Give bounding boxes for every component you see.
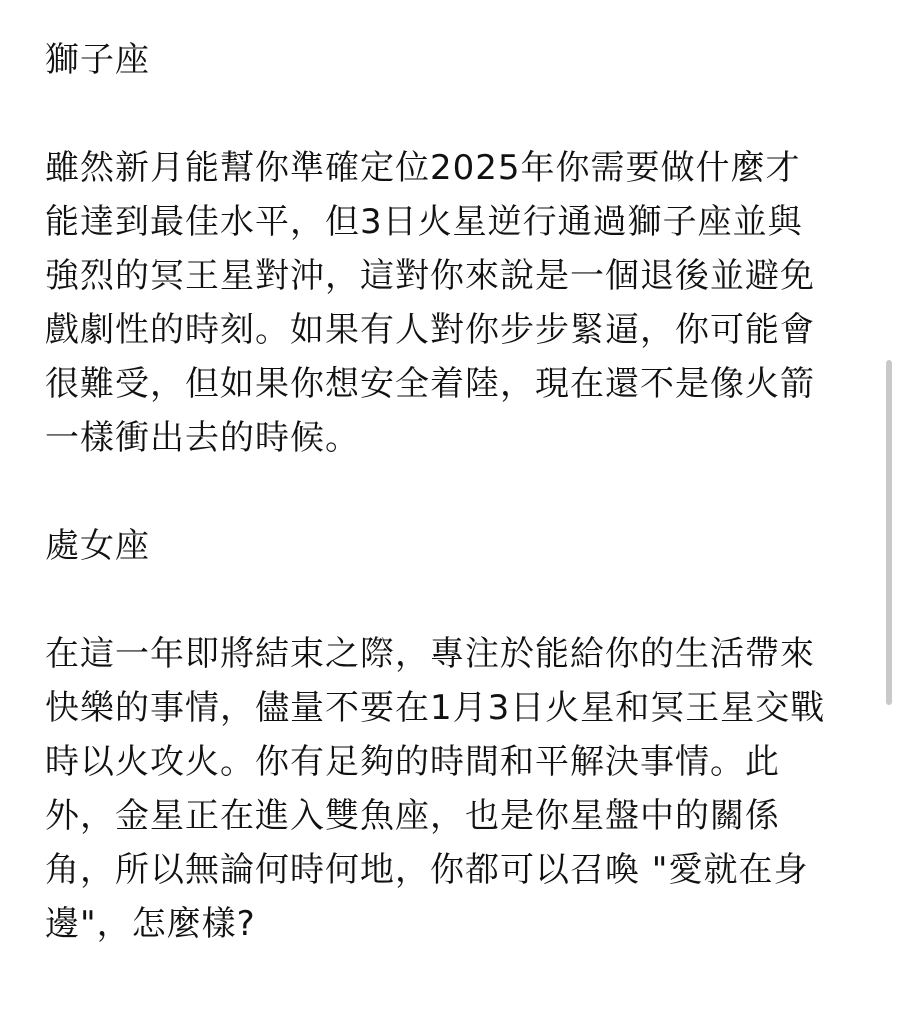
paragraph-line: 很難受，但如果你想安全着陸，現在還不是像火箭 [45, 364, 815, 404]
spacer [45, 573, 860, 627]
paragraph-line: 時以火攻火。你有足夠的時間和平解決事情。此 [45, 742, 780, 782]
article-content [45, 33, 860, 951]
paragraph-line: 強烈的冥王星對沖，這對你來說是一個退後並避免 [45, 256, 815, 296]
section-paragraph-virgo [45, 627, 860, 951]
section-heading-virgo: 處女座 [45, 526, 150, 566]
paragraph-line: 在這一年即將結束之際，專注於能給你的生活帶來 [45, 634, 815, 674]
spacer [45, 465, 860, 519]
section-heading-leo: 獅子座 [45, 40, 150, 80]
paragraph-line: 一樣衝出去的時候。 [45, 418, 360, 458]
paragraph-line: 外，金星正在進入雙魚座，也是你星盤中的關係 [45, 796, 780, 836]
paragraph-line: 能達到最佳水平，但3日火星逆行通過獅子座並與 [45, 202, 803, 242]
section-paragraph-leo [45, 141, 860, 465]
spacer [45, 87, 860, 141]
paragraph-line: 雖然新月能幫你準確定位2025年你需要做什麼才 [45, 148, 801, 188]
paragraph-line: 角，所以無論何時何地，你都可以召喚 "愛就在身 [45, 850, 809, 890]
paragraph-line: 邊"，怎麼樣? [45, 904, 256, 944]
paragraph-line: 快樂的事情，儘量不要在1月3日火星和冥王星交戰 [45, 688, 826, 728]
paragraph-line: 戲劇性的時刻。如果有人對你步步緊逼，你可能會 [45, 310, 815, 350]
scrollbar-thumb[interactable] [886, 360, 892, 705]
